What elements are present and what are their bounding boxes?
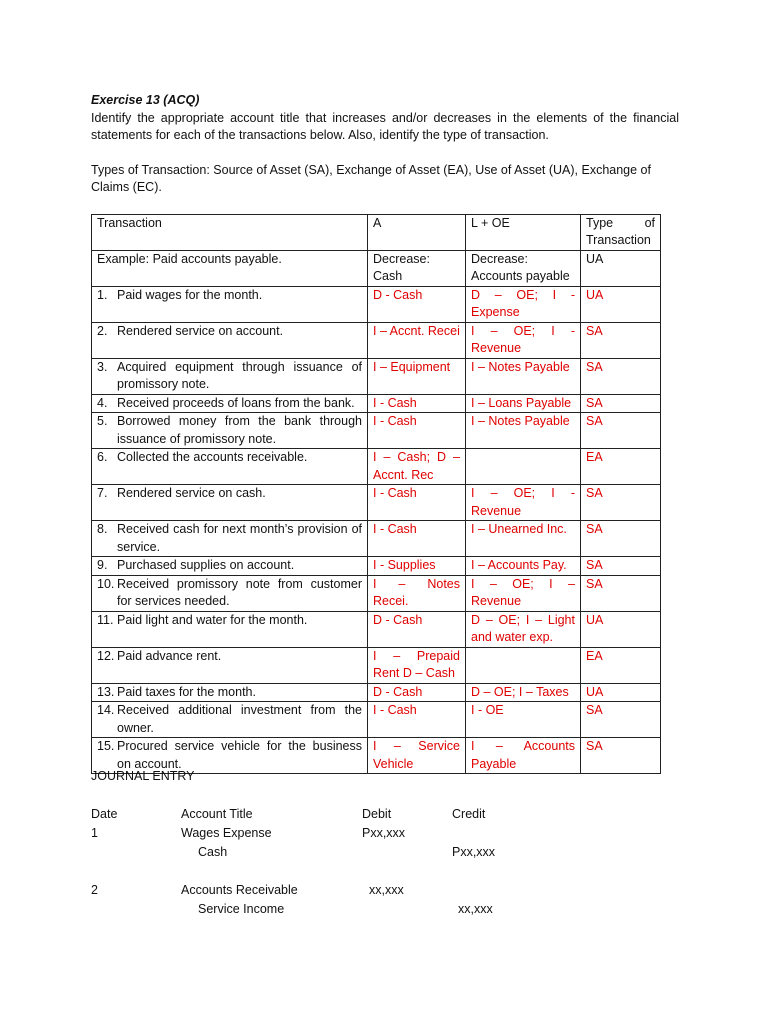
- transaction-text: Collected the accounts receivable.: [117, 450, 308, 464]
- header-transaction: Transaction: [92, 214, 368, 250]
- table-row: [92, 394, 661, 413]
- liability-equity-cell: I – Accounts Payable: [466, 738, 581, 774]
- transaction-number: 10.: [97, 576, 115, 591]
- liability-equity-cell: I – Unearned Inc.: [466, 521, 581, 557]
- type-cell: EA: [581, 449, 661, 485]
- transaction-cell: [92, 521, 368, 557]
- asset-cell: I – Prepaid Rent D – Cash: [368, 647, 466, 683]
- transaction-text: Rendered service on cash.: [117, 486, 266, 500]
- transaction-cell: [92, 394, 368, 413]
- asset-cell: I - Cash: [368, 485, 466, 521]
- transaction-number: 7.: [97, 486, 108, 500]
- liability-equity-cell: I – Notes Payable: [466, 358, 581, 394]
- transaction-cell: [92, 575, 368, 611]
- liability-equity-cell: I – Loans Payable: [466, 394, 581, 413]
- journal-entry-1-debit: Pxx,xxx: [362, 826, 406, 840]
- liability-equity-cell: [466, 647, 581, 683]
- transaction-text: Acquired equipment through issuance of promissory note.: [117, 359, 362, 391]
- transaction-cell: [92, 413, 368, 449]
- transaction-text: Borrowed money from the bank through issuance of promissory note.: [117, 414, 362, 446]
- asset-cell: I – Cash; D – Accnt. Rec: [368, 449, 466, 485]
- transaction-text: Received proceeds of loans from the bank.: [117, 395, 355, 410]
- transaction-number: 8.: [97, 522, 108, 536]
- transaction-text: Paid light and water for the month.: [117, 612, 308, 627]
- asset-cell: I - Cash: [368, 521, 466, 557]
- liability-equity-cell: I – OE; I - Revenue: [466, 322, 581, 358]
- transaction-number: 11.: [97, 612, 114, 627]
- type-cell: SA: [581, 413, 661, 449]
- transaction-text: Rendered service on account.: [117, 323, 284, 338]
- table-row: [92, 521, 661, 557]
- asset-cell: I - Cash: [368, 702, 466, 738]
- transaction-text: Purchased supplies on account.: [117, 558, 295, 572]
- transaction-text: Received additional investment from the owner.: [117, 703, 362, 735]
- example-a: Decrease: Cash: [368, 250, 466, 286]
- table-row: [92, 358, 661, 394]
- journal-entry-1-date: 1: [91, 826, 98, 840]
- table-row: [92, 413, 661, 449]
- journal-entry-2-credit: xx,xxx: [458, 902, 493, 916]
- transaction-table: [91, 214, 661, 775]
- transaction-number: 15.: [97, 739, 115, 753]
- transaction-text: Received cash for next month’s provision of service.: [117, 522, 362, 554]
- table-row: [92, 485, 661, 521]
- liability-equity-cell: I - OE: [466, 702, 581, 738]
- liability-equity-cell: I – Accounts Pay.: [466, 557, 581, 576]
- type-cell: UA: [581, 683, 661, 702]
- transaction-cell: [92, 286, 368, 322]
- table-row: [92, 449, 661, 485]
- transaction-number: 3.: [97, 359, 108, 374]
- table-row: [92, 322, 661, 358]
- type-cell: UA: [581, 286, 661, 322]
- liability-equity-cell: I – OE; I – Revenue: [466, 575, 581, 611]
- journal-entry-2-debit-account: Accounts Receivable: [181, 883, 298, 897]
- example-loe: Decrease: Accounts payable: [466, 250, 581, 286]
- journal-header-debit: Debit: [362, 807, 392, 821]
- transaction-text: Paid advance rent.: [117, 648, 222, 663]
- type-cell: SA: [581, 485, 661, 521]
- liability-equity-cell: D – OE; I - Expense: [466, 286, 581, 322]
- asset-cell: I - Cash: [368, 394, 466, 413]
- exercise-title: Exercise 13 (ACQ): [91, 93, 200, 107]
- transaction-number: 6.: [97, 450, 108, 464]
- transaction-cell: [92, 358, 368, 394]
- transaction-cell: [92, 322, 368, 358]
- example-transaction: Example: Paid accounts payable.: [92, 250, 368, 286]
- journal-header-credit: Credit: [452, 807, 486, 821]
- transaction-text: Received promissory note from customer for services needed.: [117, 576, 362, 608]
- journal-header-account: Account Title: [181, 807, 253, 821]
- transaction-number: 13.: [97, 684, 115, 699]
- transaction-cell: [92, 702, 368, 738]
- transaction-number: 9.: [97, 558, 108, 572]
- table-row: [92, 702, 661, 738]
- type-cell: SA: [581, 738, 661, 774]
- asset-cell: D - Cash: [368, 286, 466, 322]
- asset-cell: I – Accnt. Recei: [368, 322, 466, 358]
- type-cell: SA: [581, 322, 661, 358]
- transaction-number: 4.: [97, 395, 108, 410]
- asset-cell: I – Notes Recei.: [368, 575, 466, 611]
- table-header-row: [92, 214, 661, 250]
- asset-cell: I - Cash: [368, 413, 466, 449]
- transaction-cell: [92, 683, 368, 702]
- type-cell: SA: [581, 521, 661, 557]
- table-row: [92, 286, 661, 322]
- type-cell: SA: [581, 702, 661, 738]
- table-row: [92, 557, 661, 576]
- liability-equity-cell: I – OE; I - Revenue: [466, 485, 581, 521]
- header-a: A: [368, 214, 466, 250]
- asset-cell: D - Cash: [368, 611, 466, 647]
- table-row: [92, 683, 661, 702]
- journal-entry-2-debit: xx,xxx: [369, 883, 404, 897]
- table-row: [92, 647, 661, 683]
- transaction-number: 12.: [97, 648, 115, 663]
- journal-entry-1-credit: Pxx,xxx: [452, 845, 496, 859]
- type-cell: EA: [581, 647, 661, 683]
- asset-cell: D - Cash: [368, 683, 466, 702]
- exercise-section: [91, 92, 679, 774]
- liability-equity-cell: [466, 449, 581, 485]
- journal-header-date: Date: [91, 807, 118, 821]
- journal-entry-1-credit-account: Cash: [198, 845, 228, 859]
- transaction-cell: [92, 557, 368, 576]
- liability-equity-cell: D – OE; I – Taxes: [466, 683, 581, 702]
- table-row: [92, 575, 661, 611]
- type-cell: UA: [581, 611, 661, 647]
- liability-equity-cell: D – OE; I – Light and water exp.: [466, 611, 581, 647]
- asset-cell: I – Service Vehicle: [368, 738, 466, 774]
- journal-entry-1-debit-account: Wages Expense: [181, 826, 272, 840]
- asset-cell: I - Supplies: [368, 557, 466, 576]
- transaction-cell: [92, 449, 368, 485]
- liability-equity-cell: I – Notes Payable: [466, 413, 581, 449]
- type-cell: SA: [581, 557, 661, 576]
- transaction-text: Paid taxes for the month.: [117, 684, 256, 699]
- transaction-number: 5.: [97, 414, 108, 428]
- transaction-text: Paid wages for the month.: [117, 287, 263, 302]
- example-type: UA: [581, 250, 661, 286]
- table-row: [92, 611, 661, 647]
- header-loe: L + OE: [466, 214, 581, 250]
- transaction-cell: [92, 611, 368, 647]
- asset-cell: I – Equipment: [368, 358, 466, 394]
- type-cell: SA: [581, 394, 661, 413]
- transaction-cell: [92, 485, 368, 521]
- example-row: [92, 250, 661, 286]
- journal-entry-2-date: 2: [91, 883, 98, 897]
- type-cell: SA: [581, 358, 661, 394]
- transaction-types: Types of Transaction: Source of Asset (SA), Exchange of Asset (EA), Use of Asset (UA), Exchange of Claims (EC).: [91, 162, 651, 194]
- transaction-number: 14.: [97, 703, 115, 717]
- transaction-number: 2.: [97, 323, 108, 338]
- journal-heading: JOURNAL ENTRY: [91, 769, 195, 783]
- type-cell: SA: [581, 575, 661, 611]
- transaction-cell: [92, 647, 368, 683]
- header-type: Type of Transaction: [581, 214, 661, 250]
- journal-entry-2-credit-account: Service Income: [198, 902, 285, 916]
- transaction-number: 1.: [97, 287, 108, 302]
- exercise-instructions: Identify the appropriate account title that increases and/or decreases in the elements of the financial statements for each of the transactions below. Also, identify the type of transaction.: [91, 110, 679, 142]
- transaction-text: Procured service vehicle for the business on account.: [117, 739, 362, 771]
